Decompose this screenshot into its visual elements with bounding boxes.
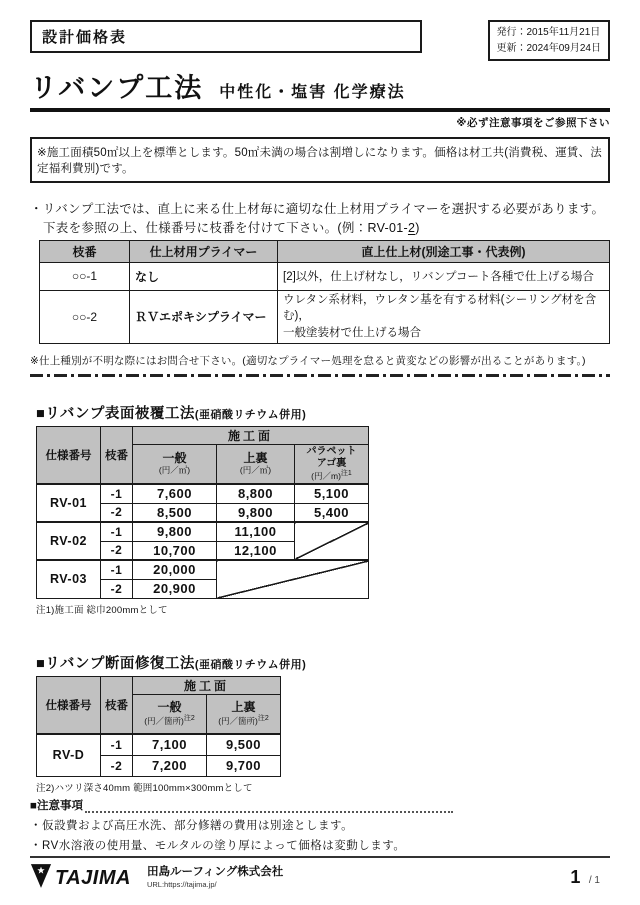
surface-table-note: 注1)施工面 総巾200mmとして [36, 604, 168, 616]
repair-section-title [36, 652, 610, 673]
col-general-unit: (円／㎡) [158, 464, 191, 475]
note2-ref: 注2 [257, 714, 269, 722]
primer-intro-line1: ・リバンプ工法では、直上に来る仕上材毎に適切な仕上材用プライマーを選択する必要があります。 [30, 202, 605, 216]
primer-intro-line2 [30, 219, 610, 238]
eda-header: 枝番 [101, 426, 133, 484]
price-cell: 5,100 [295, 484, 369, 503]
repair-section [30, 652, 610, 794]
repair-section-title-sub: (亜硝酸リチウム併用) [194, 658, 307, 671]
primer-header-row [40, 240, 610, 262]
brand-wordmark: TAJIMA [55, 867, 131, 889]
col-parapet-unit [297, 470, 366, 482]
col-parapet-header [295, 444, 369, 484]
cautions-section [30, 797, 610, 853]
col-parapet-label1: パラペット [306, 445, 357, 457]
price-cell: 5,400 [295, 503, 369, 522]
eda-cell: ○○-2 [40, 290, 130, 343]
primer-header-primer: 仕上材用プライマー [130, 240, 278, 262]
page-current: 1 [570, 867, 581, 887]
col-uwaura-label: 上裏 [231, 700, 256, 715]
eda-cell: -2 [101, 503, 133, 522]
primer-cell: なし [130, 262, 278, 290]
page-total: / 1 [588, 875, 600, 886]
surface-section-title-main: ■リバンプ表面被覆工法 [36, 405, 195, 422]
caution-item: ・仮設費および高圧水洗、部分修繕の費用は別途とします。 [30, 820, 354, 832]
price-cell: 7,200 [133, 755, 207, 776]
primer-table [39, 240, 610, 344]
col-general-unit [135, 715, 204, 727]
spec-cell: RV-D [37, 734, 101, 776]
repair-section-title-main: ■リバンプ断面修復工法 [36, 655, 195, 672]
col-parapet-label2: アゴ裏 [316, 457, 347, 469]
eda-cell: -2 [101, 755, 133, 776]
dotted-leader [85, 800, 453, 813]
group-header-row [37, 426, 369, 444]
updated-date: 更新：2024年09月24日 [496, 42, 601, 54]
not-applicable-cell [217, 560, 369, 598]
primer-intro [30, 200, 610, 238]
price-cell: 7,100 [133, 734, 207, 755]
price-cell: 20,000 [133, 560, 217, 579]
surface-group-header: 施工面 [133, 426, 369, 444]
eda-cell: -2 [101, 541, 133, 560]
primer-intro-line2-post: ) [415, 220, 420, 235]
primer-note: ※仕上種別が不明な際にはお問合せ下さい。(適切なプライマー処理を怠ると黄変などの影響が出ることがあります。) [30, 354, 586, 367]
eda-header: 枝番 [101, 676, 133, 734]
price-cell: 9,800 [133, 522, 217, 541]
finish-line1: ウレタン系材料，ウレタン基を有する材料(シーリング材を含む)， [283, 293, 597, 323]
table-row [37, 560, 369, 579]
spec-cell: RV-02 [37, 522, 101, 560]
price-cell: 8,500 [133, 503, 217, 522]
table-row [37, 522, 369, 541]
not-applicable-cell [295, 522, 369, 560]
table-row [40, 262, 610, 290]
table-row [40, 290, 610, 343]
primer-intro-line2-pre: 下表を参照の上、仕様番号に枝番を付けて下さい。(例：RV-01- [43, 220, 408, 235]
note2-ref: 注2 [183, 714, 195, 722]
col-uwaura-unit [209, 715, 278, 727]
note1-ref: 注1 [340, 469, 352, 477]
surface-section-title [36, 402, 610, 423]
dash-dot-divider [30, 374, 610, 377]
spec-header: 仕様番号 [37, 426, 101, 484]
company-url: URL:https://tajima.jp/ [146, 880, 217, 889]
cautions-title: ■注意事項 [30, 800, 83, 812]
group-header-row [37, 676, 281, 694]
cautions-title-row [30, 797, 610, 813]
finish-cell: [2]以外，仕上げ材なし，リバンプコート各種で仕上げる場合 [278, 262, 610, 290]
col-uwaura-header [207, 694, 281, 734]
price-cell: 8,800 [217, 484, 295, 503]
col-parapet-unit-text: (円／m) [311, 470, 341, 481]
eda-cell: -1 [101, 734, 133, 755]
price-cell: 11,100 [217, 522, 295, 541]
primer-intro-line2-underline: 2 [407, 220, 416, 235]
caution-reference: ※必ず注意事項をご参照下さい [456, 117, 610, 129]
col-general-label: 一般 [157, 700, 182, 715]
page-subtitle: 中性化・塩害 化学療法 [219, 84, 406, 101]
footer [30, 856, 610, 894]
price-cell: 9,500 [207, 734, 281, 755]
company-name: 田島ルーフィング株式会社 [146, 866, 284, 878]
finish-cell [278, 290, 610, 343]
issued-date: 発行：2015年11月21日 [496, 27, 601, 38]
page-title: リバンプ工法 [30, 73, 204, 103]
col-uwaura-header [217, 444, 295, 484]
eda-cell: -1 [101, 522, 133, 541]
primer-cell: ＲＶエポキシプライマー [130, 290, 278, 343]
surface-section-title-sub: (亜硝酸リチウム併用) [194, 408, 307, 421]
price-cell: 10,700 [133, 541, 217, 560]
col-uwaura-label: 上裏 [243, 450, 268, 465]
doc-type-box: 設計価格表 [30, 20, 422, 53]
title-rule [30, 108, 610, 112]
col-uwaura-unit-text: (円／箇所) [218, 715, 258, 726]
header [30, 20, 610, 61]
col-general-header [133, 694, 207, 734]
repair-table-note: 注2)ハツリ深さ40mm 範囲100mm×300mmとして [36, 782, 253, 794]
eda-cell: -2 [101, 579, 133, 598]
spec-cell: RV-01 [37, 484, 101, 522]
primer-header-eda: 枝番 [40, 240, 130, 262]
surface-price-table [36, 426, 369, 599]
primer-header-finish: 直上仕上材(別途工事・代表例) [278, 240, 610, 262]
spec-cell: RV-03 [37, 560, 101, 598]
spec-header: 仕様番号 [37, 676, 101, 734]
col-general-label: 一般 [162, 450, 187, 465]
col-uwaura-unit: (円／㎡) [239, 464, 272, 475]
repair-price-table [36, 676, 281, 777]
title-line [30, 66, 610, 105]
notice-bar: ※施工面積50㎡以上を標準とします。50㎡未満の場合は割増しになります。価格は材工共(消費税、運賃、法定福利費別)です。 [30, 137, 610, 183]
caution-item: ・RV水溶液の使用量、モルタルの塗り厚によって価格は変動します。 [30, 840, 406, 852]
date-box [488, 20, 611, 61]
price-cell: 9,700 [207, 755, 281, 776]
table-row [37, 734, 281, 755]
tajima-logo [30, 863, 131, 894]
col-general-header [133, 444, 217, 484]
price-cell: 20,900 [133, 579, 217, 598]
surface-group-header: 施工面 [133, 676, 281, 694]
tajima-pennant-star-icon [30, 863, 52, 894]
eda-cell: ○○-1 [40, 262, 130, 290]
finish-line2: 一般塗装材で仕上げる場合 [283, 326, 421, 339]
eda-cell: -1 [101, 484, 133, 503]
page-number [570, 867, 600, 888]
col-general-unit-text: (円／箇所) [144, 715, 184, 726]
price-cell: 7,600 [133, 484, 217, 503]
company-block [147, 863, 283, 889]
price-cell: 12,100 [217, 541, 295, 560]
eda-cell: -1 [101, 560, 133, 579]
price-cell: 9,800 [217, 503, 295, 522]
table-row [37, 484, 369, 503]
